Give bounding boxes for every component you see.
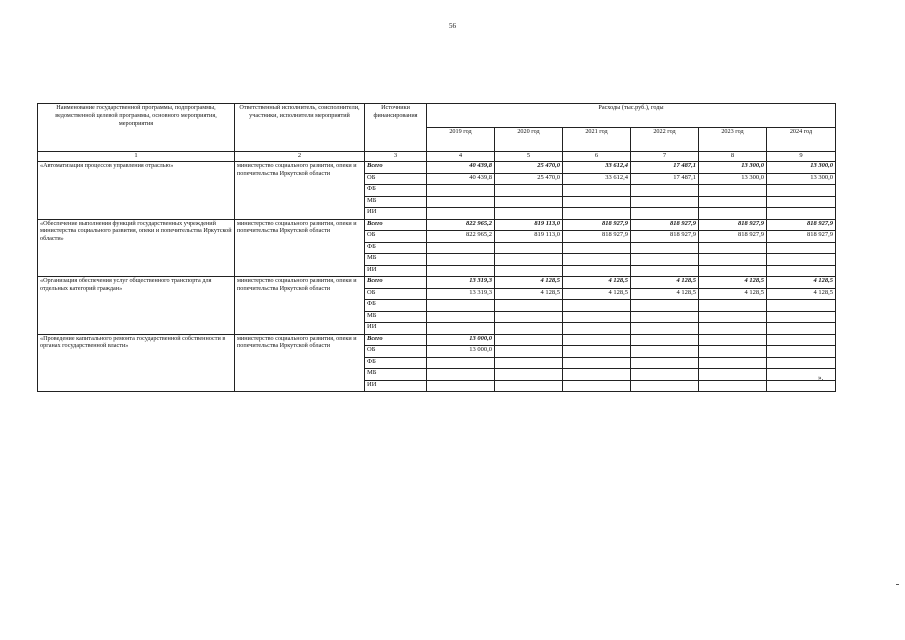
expense-value: 13 300,0	[767, 162, 836, 174]
measure-executor: министерство социального развития, опеки и попечительства Иркутской области	[235, 334, 365, 392]
expense-value	[699, 334, 767, 346]
expense-value: 818 927,9	[767, 219, 836, 231]
expense-value	[495, 380, 563, 392]
expense-value	[427, 369, 495, 381]
measure-name: «Проведение капитального ремонта государственной собственности в органах государственной власти»	[38, 334, 235, 392]
expense-value	[495, 369, 563, 381]
header-expenses: Расходы (тыс.руб.), годы	[427, 104, 836, 128]
expense-value: 4 128,5	[767, 277, 836, 289]
expense-value	[563, 208, 631, 220]
column-number: 4	[427, 152, 495, 162]
expense-value	[699, 357, 767, 369]
expense-value: 4 128,5	[495, 277, 563, 289]
expense-value	[563, 196, 631, 208]
header-year: 2021 год	[563, 128, 631, 152]
expense-value: 818 927,9	[631, 219, 699, 231]
expense-value	[767, 357, 836, 369]
header-name: Наименование государственной программы, подпрограммы, ведомственной целевой программы, основного мероприятия, мероприятия	[38, 104, 235, 152]
column-number: 2	[235, 152, 365, 162]
expense-value	[495, 311, 563, 323]
expense-value	[767, 346, 836, 358]
funding-source: Всего	[365, 162, 427, 174]
expense-value	[563, 346, 631, 358]
page-number: 56	[449, 22, 456, 30]
header-year: 2020 год	[495, 128, 563, 152]
expense-value	[767, 265, 836, 277]
measure-name: «Автоматизация процессов управления отраслью»	[38, 162, 235, 220]
funding-source: ОБ	[365, 288, 427, 300]
expense-value	[767, 196, 836, 208]
expense-value	[699, 323, 767, 335]
expense-value: 4 128,5	[631, 277, 699, 289]
expense-value	[699, 254, 767, 266]
table-row	[38, 277, 836, 289]
table-row	[38, 219, 836, 231]
expense-value	[767, 311, 836, 323]
expense-value: 40 439,8	[427, 173, 495, 185]
funding-source: ФБ	[365, 242, 427, 254]
expense-value: 818 927,9	[563, 231, 631, 243]
expense-value	[767, 254, 836, 266]
expense-value	[495, 196, 563, 208]
expense-value	[767, 300, 836, 312]
expense-value	[427, 254, 495, 266]
expense-value	[495, 254, 563, 266]
expense-value: 25 470,0	[495, 162, 563, 174]
expense-value: 4 128,5	[699, 288, 767, 300]
expense-value: 4 128,5	[699, 277, 767, 289]
column-numbers-row	[38, 152, 836, 162]
expense-value	[699, 346, 767, 358]
expense-value	[767, 242, 836, 254]
expense-value: 818 927,9	[699, 219, 767, 231]
expense-value	[563, 300, 631, 312]
expense-value	[767, 369, 836, 381]
expense-value: 13 000,0	[427, 346, 495, 358]
expense-value: 17 487,1	[631, 173, 699, 185]
funding-source: ИИ	[365, 265, 427, 277]
expense-value	[495, 357, 563, 369]
expense-value: 4 128,5	[767, 288, 836, 300]
expense-value	[427, 196, 495, 208]
expense-value	[767, 380, 836, 392]
expense-value	[631, 311, 699, 323]
expense-value	[631, 185, 699, 197]
expense-value: 13 319,3	[427, 277, 495, 289]
expense-value	[767, 323, 836, 335]
expense-value	[631, 242, 699, 254]
measure-executor: министерство социального развития, опеки и попечительства Иркутской области	[235, 219, 365, 277]
header-year: 2023 год	[699, 128, 767, 152]
expense-value: 818 927,9	[767, 231, 836, 243]
expense-value	[767, 208, 836, 220]
expense-value: 33 612,4	[563, 162, 631, 174]
expense-value	[563, 357, 631, 369]
column-number: 8	[699, 152, 767, 162]
header-executor: Ответственный исполнитель, соисполнители, участники, исполнители мероприятий	[235, 104, 365, 152]
measure-executor: министерство социального развития, опеки и попечительства Иркутской области	[235, 162, 365, 220]
expense-value	[495, 242, 563, 254]
expense-value: 818 927,9	[631, 231, 699, 243]
expense-value	[427, 242, 495, 254]
expense-value	[699, 369, 767, 381]
expense-value	[767, 185, 836, 197]
expense-value: 13 300,0	[767, 173, 836, 185]
expense-value	[631, 265, 699, 277]
expense-value	[631, 196, 699, 208]
header-year: 2022 год	[631, 128, 699, 152]
expense-value	[699, 185, 767, 197]
expense-value: 4 128,5	[495, 288, 563, 300]
expense-value	[699, 265, 767, 277]
header-year: 2024 год	[767, 128, 836, 152]
expense-value: 40 439,8	[427, 162, 495, 174]
expense-value: 25 470,0	[495, 173, 563, 185]
expense-value: 819 113,0	[495, 231, 563, 243]
expense-value	[495, 300, 563, 312]
measure-executor: министерство социального развития, опеки и попечительства Иркутской области	[235, 277, 365, 335]
expenses-table	[37, 103, 836, 392]
expense-value	[563, 369, 631, 381]
expense-value	[631, 380, 699, 392]
expense-value	[767, 334, 836, 346]
expense-value	[427, 357, 495, 369]
measure-name: «Обеспечение выполнения функций государственных учреждений министерства социального развития, опеки и попечительства Иркутской области»	[38, 219, 235, 277]
expense-value: 17 487,1	[631, 162, 699, 174]
expense-value	[495, 265, 563, 277]
expense-value: 822 965,2	[427, 231, 495, 243]
expense-value	[563, 254, 631, 266]
expense-value: 4 128,5	[631, 288, 699, 300]
expense-value	[699, 196, 767, 208]
expense-value	[699, 311, 767, 323]
funding-source: ОБ	[365, 346, 427, 358]
scan-mark	[896, 584, 899, 585]
funding-source: ИИ	[365, 208, 427, 220]
expense-value	[631, 346, 699, 358]
expense-value: 13 319,3	[427, 288, 495, 300]
expense-value: 818 927,9	[699, 231, 767, 243]
funding-source: ОБ	[365, 231, 427, 243]
expense-value	[699, 208, 767, 220]
expense-value: 13 300,0	[699, 162, 767, 174]
expense-value	[495, 185, 563, 197]
expense-value	[427, 208, 495, 220]
expense-value	[427, 311, 495, 323]
funding-source: Всего	[365, 219, 427, 231]
column-number: 1	[38, 152, 235, 162]
expense-value	[495, 208, 563, 220]
funding-source: МБ	[365, 311, 427, 323]
column-number: 6	[563, 152, 631, 162]
expense-value	[427, 265, 495, 277]
expense-value	[563, 265, 631, 277]
funding-source: ФБ	[365, 300, 427, 312]
expense-value	[495, 334, 563, 346]
expense-value	[563, 380, 631, 392]
expense-value: 33 612,4	[563, 173, 631, 185]
header-sources: Источники финансирования	[365, 104, 427, 152]
expense-value	[495, 346, 563, 358]
expense-value: 4 128,5	[563, 277, 631, 289]
expense-value: 13 000,0	[427, 334, 495, 346]
expense-value	[699, 242, 767, 254]
expense-value	[563, 242, 631, 254]
funding-source: ИИ	[365, 323, 427, 335]
funding-source: Всего	[365, 334, 427, 346]
expense-value	[427, 323, 495, 335]
column-number: 5	[495, 152, 563, 162]
column-number: 3	[365, 152, 427, 162]
expense-value	[563, 323, 631, 335]
expense-value	[699, 300, 767, 312]
expense-value	[427, 185, 495, 197]
column-number: 9	[767, 152, 836, 162]
funding-source: ФБ	[365, 357, 427, 369]
measure-name: «Организация обеспечения услуг общественного транспорта для отдельных категорий граждан»	[38, 277, 235, 335]
expense-value	[563, 185, 631, 197]
expense-value	[699, 380, 767, 392]
funding-source: ОБ	[365, 173, 427, 185]
closing-mark: ».	[818, 374, 824, 382]
header-year: 2019 год	[427, 128, 495, 152]
expense-value	[563, 311, 631, 323]
funding-source: ИИ	[365, 380, 427, 392]
funding-source: Всего	[365, 277, 427, 289]
expense-value	[495, 323, 563, 335]
expense-value	[631, 254, 699, 266]
funding-source: ФБ	[365, 185, 427, 197]
expense-value: 818 927,9	[563, 219, 631, 231]
expense-value: 819 113,0	[495, 219, 563, 231]
table-body	[38, 162, 836, 392]
expense-value: 4 128,5	[563, 288, 631, 300]
funding-source: МБ	[365, 369, 427, 381]
expense-value	[631, 208, 699, 220]
expense-value	[427, 380, 495, 392]
expense-value	[631, 357, 699, 369]
expense-value	[631, 334, 699, 346]
expense-value	[631, 369, 699, 381]
expense-value	[631, 300, 699, 312]
expense-value	[427, 300, 495, 312]
table-row	[38, 334, 836, 346]
expense-value	[563, 334, 631, 346]
column-number: 7	[631, 152, 699, 162]
expense-value: 822 965,2	[427, 219, 495, 231]
table-row	[38, 162, 836, 174]
expense-value	[631, 323, 699, 335]
funding-source: МБ	[365, 254, 427, 266]
funding-source: МБ	[365, 196, 427, 208]
expense-value: 13 300,0	[699, 173, 767, 185]
